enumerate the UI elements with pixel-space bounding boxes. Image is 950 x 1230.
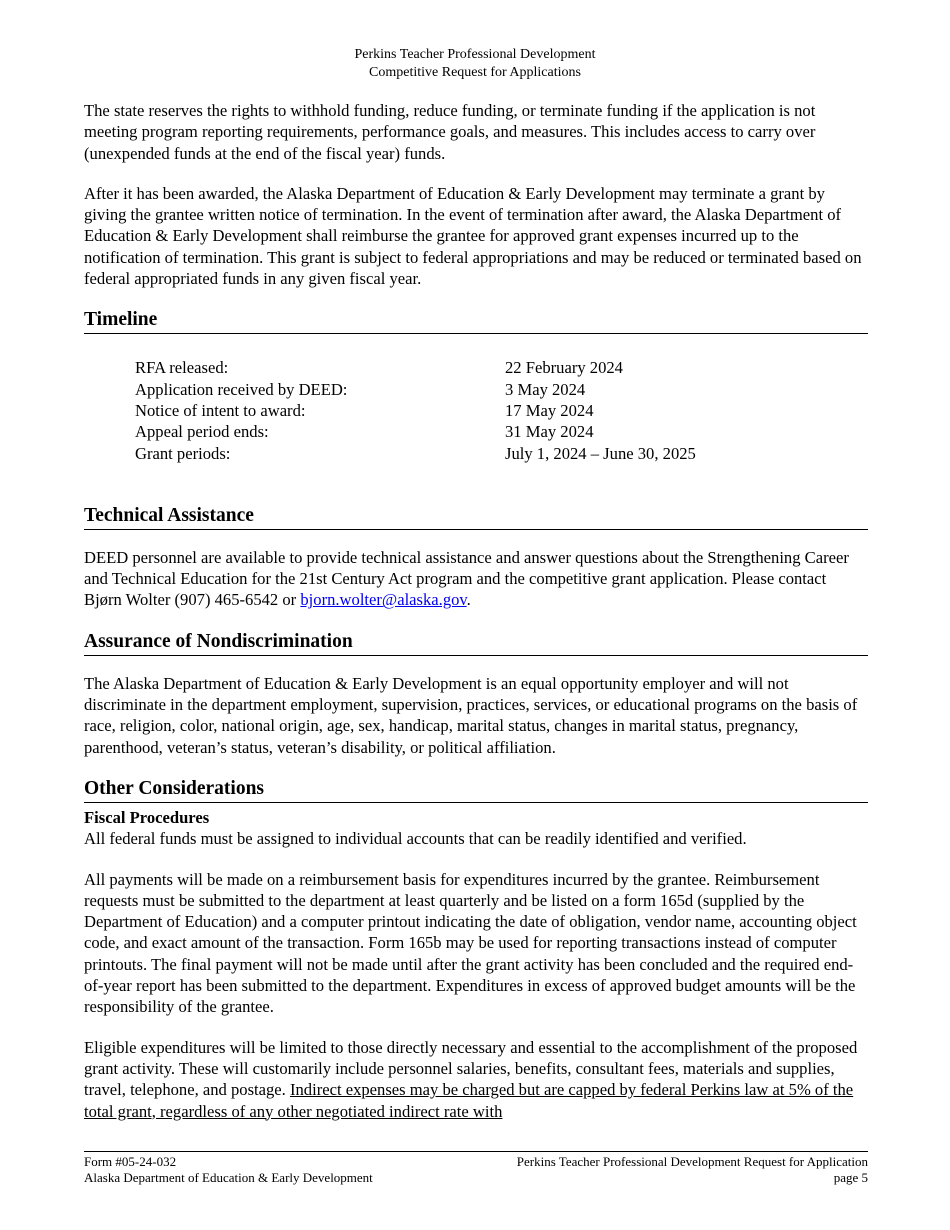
footer-left (84, 1154, 373, 1186)
timeline-label: Notice of intent to award: (135, 400, 306, 420)
technical-assistance-heading: Technical Assistance (84, 504, 868, 530)
page-footer (84, 1151, 868, 1186)
header-line-1: Perkins Teacher Professional Development (354, 47, 596, 62)
timeline-row (135, 357, 868, 378)
timeline-heading: Timeline (84, 308, 868, 334)
timeline-value: July 1, 2024 – June 30, 2025 (505, 443, 696, 463)
timeline-row (135, 421, 868, 442)
timeline-value: 31 May 2024 (505, 422, 594, 442)
timeline-value: 3 May 2024 (505, 379, 586, 399)
timeline-label: Appeal period ends: (135, 422, 269, 442)
contact-email-link[interactable]: bjorn.wolter@alaska.gov (300, 590, 467, 610)
technical-assistance-text: DEED personnel are available to provide technical assistance and answer questions about the Strengthening Career and Technical Education for the 21st Century Act program and the competitive grant application. Please contact Bjørn Wolter (907) 465-6542 or (84, 547, 849, 610)
footer-page-number: page 5 (833, 1170, 868, 1185)
intro-paragraph-2: After it has been awarded, the Alaska Department of Education & Early Development may terminate a grant by giving the grantee written notice of termination. In the event of termination after award, the Alaska Department of Education & Early Development shall reimburse the grantee for approved grant expenses incurred up to the notification of termination. This grant is subject to federal appropriations and may be reduced or terminated based on federal appropriated funds in any given fiscal year. (84, 183, 862, 289)
timeline-label: RFA released: (135, 358, 229, 378)
indirect-expenses-underlined: Indirect expenses may be charged but are capped by federal Perkins law at 5% of the total grant, regardless of any other negotiated indirect rate with (84, 1080, 854, 1121)
page-content (84, 100, 868, 1122)
timeline-table (135, 357, 868, 463)
footer-right (517, 1154, 868, 1186)
timeline-label: Application received by DEED: (135, 379, 348, 399)
timeline-row (135, 379, 868, 400)
fiscal-procedures-subheading: Fiscal Procedures (84, 807, 210, 827)
timeline-row (135, 400, 868, 421)
header-line-2: Competitive Request for Applications (369, 65, 581, 80)
fiscal-paragraph-3-text: Eligible expenditures will be limited to those directly necessary and essential to the accomplishment of the proposed grant activity. These will customarily include personnel salaries, benefits, consultant fees, materials and supplies, travel, telephone, and postage. (84, 1037, 858, 1100)
timeline-value: 17 May 2024 (505, 400, 594, 420)
footer-department: Alaska Department of Education & Early Development (84, 1170, 373, 1185)
nondiscrimination-heading: Assurance of Nondiscrimination (84, 630, 868, 656)
technical-assistance-paragraph (84, 547, 868, 611)
intro-paragraph-1: The state reserves the rights to withhold funding, reduce funding, or terminate funding if the application is not meeting program reporting requirements, performance goals, and measures. This includes access to carry over (unexpended funds at the end of the fiscal year) funds. (84, 101, 816, 163)
fiscal-paragraph-3 (84, 1037, 868, 1122)
footer-document-title: Perkins Teacher Professional Development Request for Application (516, 1154, 868, 1169)
fiscal-paragraph-2: All payments will be made on a reimbursement basis for expenditures incurred by the grantee. Reimbursement requests must be submitted to the department at least quarterly and be listed on a form 165d (supplied by the Department of Education) and a computer printout indicating the date of obligation, vendor name, accounting object code, and exact amount of the transaction. Form 165b may be used for reporting transactions instead of computer printouts. The final payment will not be made until after the grant activity has been concluded and the required end-of-year report has been submitted to the department. Expenditures in excess of approved budget amounts will be the responsibility of the grantee. (84, 869, 857, 1017)
timeline-label: Grant periods: (135, 443, 231, 463)
fiscal-paragraph-1: All federal funds must be assigned to individual accounts that can be readily identified and verified. (84, 829, 747, 849)
timeline-row (135, 443, 868, 464)
nondiscrimination-paragraph: The Alaska Department of Education & Early Development is an equal opportunity employer and will not discriminate in the department employment, supervision, practices, services, or educational programs on the basis of race, religion, color, national origin, age, sex, handicap, marital status, changes in marital status, pregnancy, parenthood, veteran’s status, veteran’s disability, or political affiliation. (84, 673, 858, 757)
timeline-value: 22 February 2024 (505, 358, 623, 378)
footer-form-number: Form #05-24-032 (84, 1154, 177, 1169)
page-header (0, 46, 950, 82)
technical-assistance-end: . (466, 590, 471, 610)
other-considerations-heading: Other Considerations (84, 777, 868, 803)
